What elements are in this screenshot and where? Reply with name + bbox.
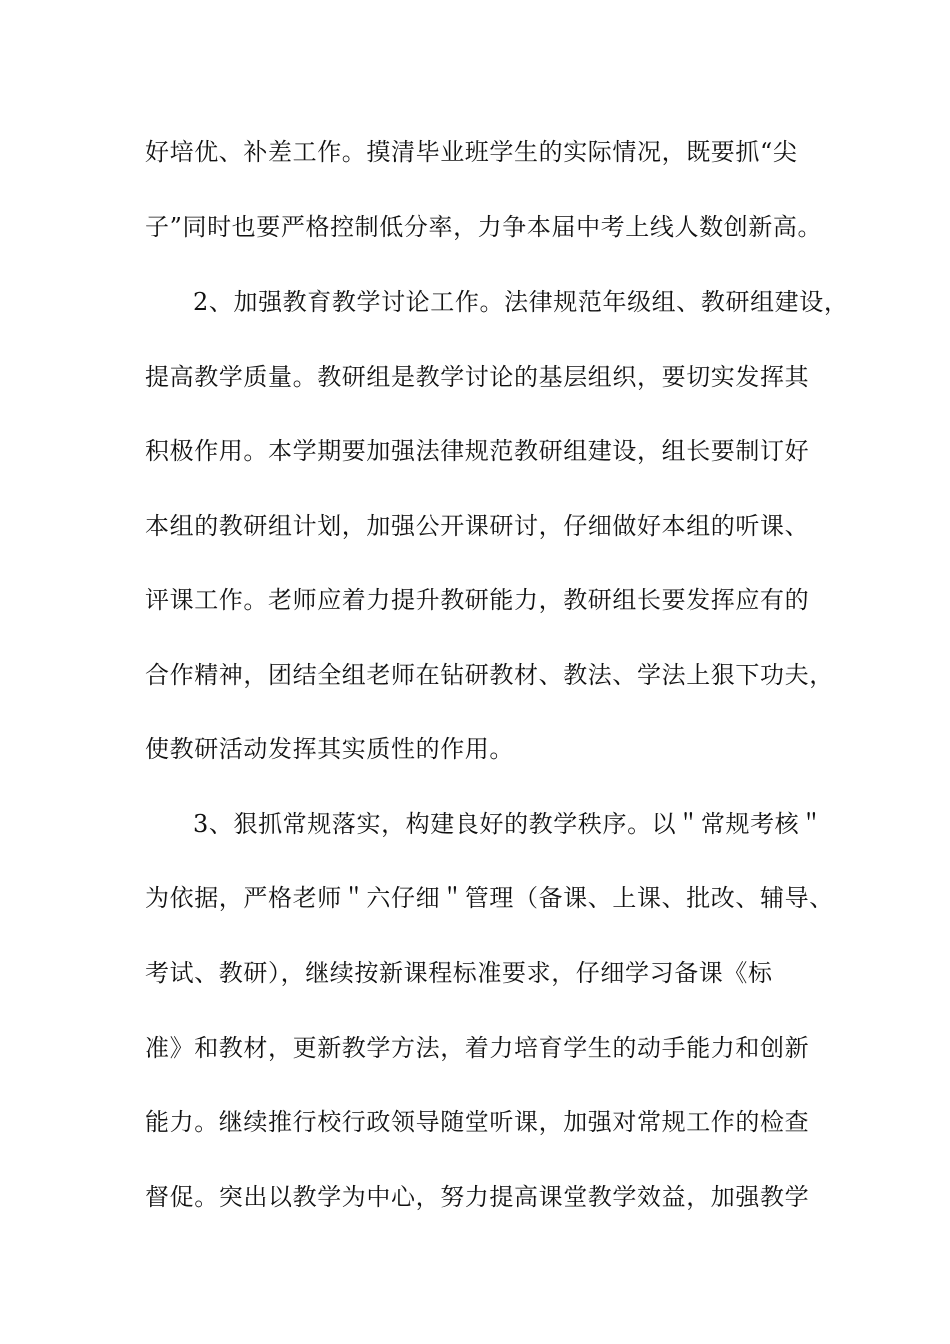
text-line: 准》和教材，更新教学方法，着力培育学生的动手能力和创新 <box>145 1034 810 1062</box>
text-line: 能力。继续推行校行政领导随堂听课，加强对常规工作的检查 <box>145 1108 810 1136</box>
text-line: 提高教学质量。教研组是教学讨论的基层组织，要切实发挥其 <box>145 363 810 391</box>
text-line: 积极作用。本学期要加强法律规范教研组建设，组长要制订好 <box>145 437 810 465</box>
text-line: 好培优、补差工作。摸清毕业班学生的实际情况，既要抓“尖 <box>145 138 798 166</box>
text-line: 督促。突出以教学为中心，努力提高课堂教学效益，加强教学 <box>145 1183 810 1211</box>
text-line: 子”同时也要严格控制低分率，力争本届中考上线人数创新高。 <box>145 213 823 241</box>
text-line: 考试、教研），继续按新课程标准要求，仔细学习备课《标 <box>145 959 773 987</box>
text-line: 合作精神，团结全组老师在钻研教材、教法、学法上狠下功夫， <box>145 661 834 689</box>
text-line: 评课工作。老师应着力提升教研能力，教研组长要发挥应有的 <box>145 586 810 614</box>
text-line: 使教研活动发挥其实质性的作用。 <box>145 735 514 763</box>
text-line: 为依据，严格老师＂六仔细＂管理（备课、上课、批改、辅导、 <box>145 884 834 912</box>
paragraph-start-line: 3、狠抓常规落实，构建良好的教学秩序。以＂常规考核＂ <box>193 810 824 838</box>
paragraph-start-line: 2、加强教育教学讨论工作。法律规范年级组、教研组建设， <box>193 288 849 316</box>
text-line: 本组的教研组计划，加强公开课研讨，仔细做好本组的听课、 <box>145 512 810 540</box>
